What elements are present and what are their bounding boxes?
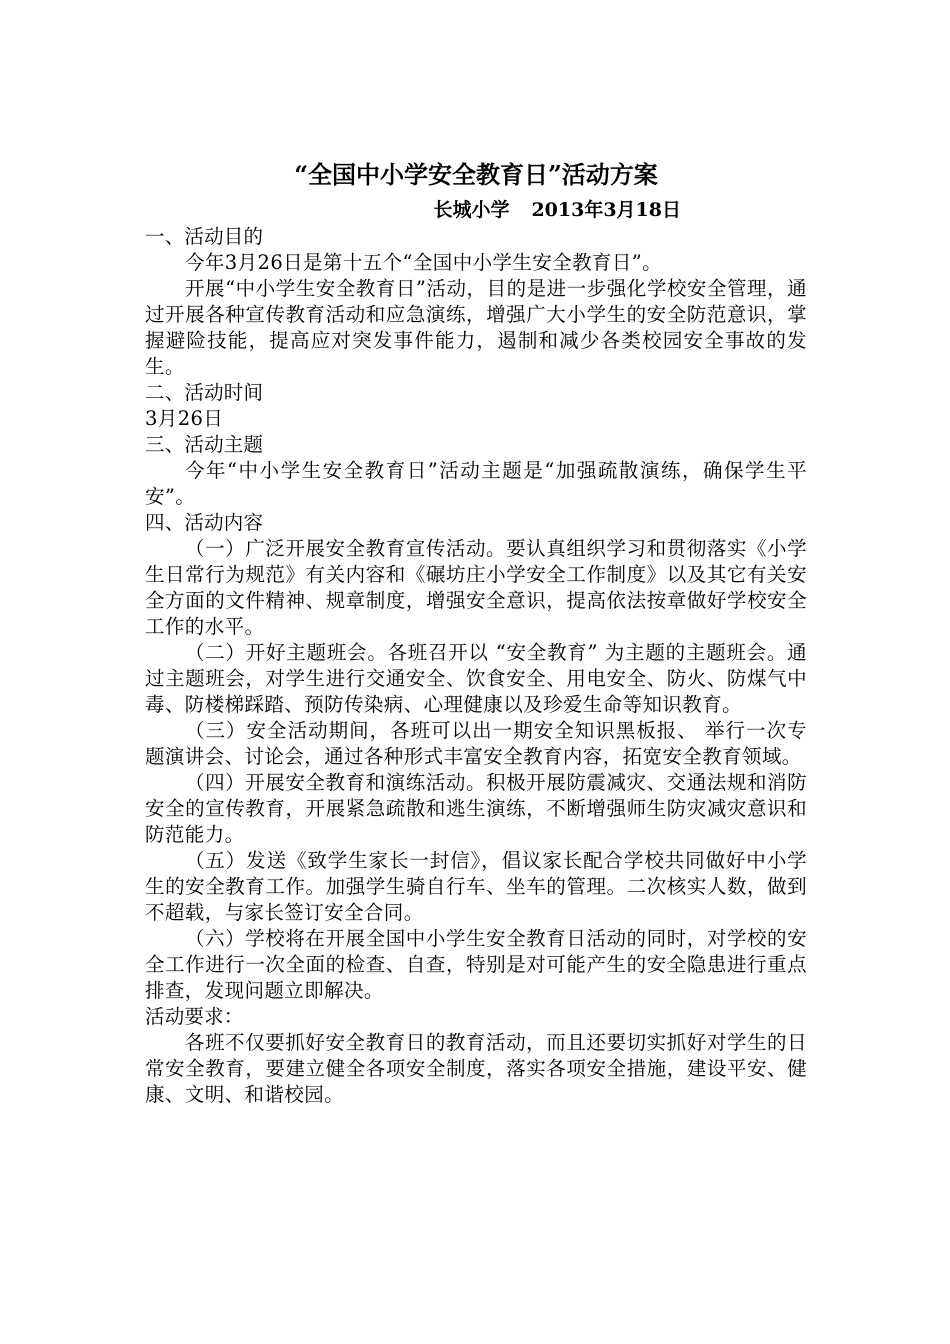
section-heading-time: 二、活动时间 xyxy=(145,381,264,404)
content-item: （四）开展安全教育和演练活动。积极开展防震减灾、交通法规和消防安全的宣传教育，开展紧急疏散和逃生演练，不断增强师生防灾减灾意识和防范能力。 xyxy=(145,771,807,846)
document-date: 2013年3月18日 xyxy=(531,199,681,221)
purpose-paragraph-1: 今年3月26日是第十五个“全国中小学生安全教育日”。 xyxy=(185,251,663,274)
section-heading-requirements: 活动要求： xyxy=(145,1005,244,1028)
school-name: 长城小学 xyxy=(433,199,510,221)
document-title: “全国中小学安全教育日”活动方案 xyxy=(294,160,658,189)
content-item: （五）发送《致学生家长一封信》，倡议家长配合学校共同做好中小学生的安全教育工作。加强学生骑自行车、坐车的管理。二次核实人数，做到不超载，与家长签订安全合同。 xyxy=(145,849,807,924)
document-byline xyxy=(145,196,807,224)
purpose-paragraph-2: 开展“中小学生安全教育日”活动，目的是进一步强化学校安全管理，通过开展各种宣传教育活动和应急演练，增强广大小学生的安全防范意识，掌握避险技能，提高应对突发事件能力，遏制和减少各类校园安全事故的发生。 xyxy=(145,277,807,378)
document-page xyxy=(145,158,807,1108)
content-item: （一）广泛开展安全教育宣传活动。要认真组织学习和贯彻落实《小学生日常行为规范》有关内容和《碾坊庄小学安全工作制度》以及其它有关安全方面的文件精神、规章制度，增强安全意识，提高依法按章做好学校安全工作的水平。 xyxy=(145,537,807,638)
content-item: （二）开好主题班会。各班召开以 “安全教育” 为主题的主题班会。通过主题班会，对学生进行交通安全、饮食安全、用电安全、防火、防煤气中毒、防楼梯踩踏、预防传染病、心理健康以及珍爱生命等知识教育。 xyxy=(145,641,807,716)
section-heading-theme: 三、活动主题 xyxy=(145,433,264,456)
theme-paragraph: 今年“中小学生安全教育日”活动主题是“加强疏散演练，确保学生平安”。 xyxy=(145,459,807,508)
content-item: （六）学校将在开展全国中小学生安全教育日活动的同时，对学校的安全工作进行一次全面的检查、自查，特别是对可能产生的安全隐患进行重点排查，发现问题立即解决。 xyxy=(145,927,807,1002)
activity-date: 3月26日 xyxy=(145,407,224,430)
section-heading-content: 四、活动内容 xyxy=(145,511,264,534)
requirements-paragraph: 各班不仅要抓好安全教育日的教育活动，而且还要切实抓好对学生的日常安全教育，要建立健全各项安全制度，落实各项安全措施，建设平安、健康、文明、和谐校园。 xyxy=(145,1031,807,1106)
content-item: （三）安全活动期间，各班可以出一期安全知识黑板报、 举行一次专题演讲会、讨论会，通过各种形式丰富安全教育内容，拓宽安全教育领域。 xyxy=(145,719,807,768)
section-heading-purpose: 一、活动目的 xyxy=(145,225,264,248)
